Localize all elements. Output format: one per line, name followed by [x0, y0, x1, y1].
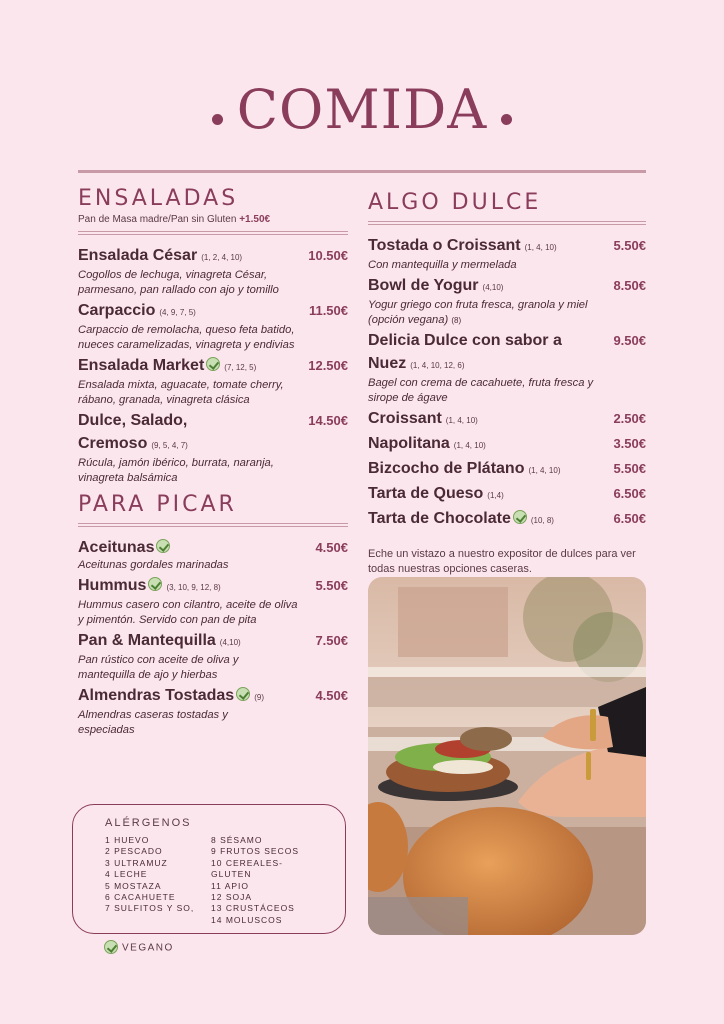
item-description: Rúcula, jamón ibérico, burrata, naranja, vinagreta balsámica: [78, 457, 274, 484]
item-allergens: (1, 4, 10): [528, 466, 561, 475]
item-price: 10.50€: [308, 248, 348, 263]
item-price: 12.50€: [308, 358, 348, 373]
item-allergens: (1, 4, 10, 12, 6): [410, 361, 465, 370]
vegan-icon: [513, 510, 527, 524]
section-title-para-picar: PARA PICAR: [78, 492, 237, 517]
vegan-icon: [206, 357, 220, 371]
item-allergens: (4,10): [219, 638, 241, 647]
section-divider: [368, 221, 646, 225]
allergen-box-title: ALÉRGENOS: [105, 817, 192, 829]
menu-item-aceitunas: [78, 537, 348, 573]
menu-item-ensalada-cesar: [78, 245, 348, 298]
item-name: Croissant: [368, 410, 442, 427]
menu-item-carpaccio: [78, 300, 348, 353]
ensaladas-subtitle: Pan de Masa madre/Pan sin Gluten +1.50€: [78, 214, 271, 225]
menu-item-tostada-croissant: [368, 235, 646, 273]
item-name: Tarta de Queso: [368, 485, 484, 502]
item-description: Ensalada mixta, aguacate, tomate cherry, rábano, granada, vinagreta clásica: [78, 379, 284, 406]
vegan-icon: [148, 577, 162, 591]
item-description: Con mantequilla y mermelada: [368, 259, 517, 271]
vegan-legend: [104, 941, 174, 955]
menu-item-napolitana: [368, 433, 646, 456]
allergen-entry: 12 SOJA: [211, 892, 253, 903]
title-divider: [78, 170, 646, 173]
item-allergens: (1,4): [487, 491, 504, 500]
menu-item-hummus: [78, 575, 348, 628]
item-price: 5.50€: [613, 461, 646, 476]
allergen-legend-box: [72, 804, 346, 934]
item-description: Cogollos de lechuga, vinagreta César, parmesano, pan rallado con ajo y tomillo: [78, 269, 279, 296]
menu-item-almendras: [78, 685, 348, 738]
item-price: 4.50€: [315, 540, 348, 555]
item-description: Bagel con crema de cacahuete, fruta fresca y sirope de ágave: [368, 377, 594, 404]
item-allergens: (1, 4, 10): [453, 441, 486, 450]
vegan-legend-label: VEGANO: [122, 942, 174, 954]
item-name-line1: Delicia Dulce con sabor a: [368, 332, 562, 349]
section-title-ensaladas: ENSALADAS: [78, 186, 239, 211]
item-name-line2: Cremoso: [78, 435, 148, 452]
allergen-column-2: [211, 835, 317, 926]
allergen-entry: 1 HUEVO: [105, 835, 150, 845]
menu-title: COMIDA: [236, 78, 488, 141]
item-description: Pan rústico con aceite de oliva y mantequilla de ajo y hierbas: [78, 654, 239, 681]
item-name: Ensalada César: [78, 247, 198, 264]
item-price: 2.50€: [613, 411, 646, 426]
title-dot-right: [501, 114, 512, 125]
menu-item-pan-mantequilla: [78, 630, 348, 683]
item-price: 6.50€: [613, 486, 646, 501]
item-allergens: (1, 4, 10): [445, 416, 478, 425]
item-allergens: (4, 9, 7, 5): [159, 308, 196, 317]
item-name: Tostada o Croissant: [368, 237, 521, 254]
allergen-entry: 5 MOSTAZA: [105, 880, 162, 891]
section-divider: [78, 231, 348, 235]
allergen-entry: 11 APIO: [211, 880, 250, 891]
allergen-entry: 8 SÉSAMO: [211, 835, 263, 845]
vegan-icon: [156, 539, 170, 553]
food-photo: [368, 577, 646, 935]
item-price: 8.50€: [613, 278, 646, 293]
item-price: 4.50€: [315, 688, 348, 703]
item-name: Bizcocho de Plátano: [368, 460, 525, 477]
menu-item-tarta-queso: [368, 483, 646, 506]
allergen-entry: 2 PESCADO: [105, 846, 163, 857]
allergen-entry: 9 FRUTOS SECOS: [211, 846, 299, 857]
item-name: Tarta de Chocolate: [368, 510, 511, 527]
title-dot-left: [212, 114, 223, 125]
allergen-entry: 4 LECHE: [105, 869, 148, 880]
item-allergens: (3, 10, 9, 12, 8): [166, 583, 221, 592]
item-allergens: (4,10): [482, 283, 504, 292]
item-price: 5.50€: [315, 578, 348, 593]
item-name: Almendras Tostadas: [78, 687, 235, 704]
section-title-algo-dulce: ALGO DULCE: [368, 190, 542, 215]
item-price: 14.50€: [308, 413, 348, 428]
item-price: 5.50€: [613, 238, 646, 253]
allergen-entry: 13 CRUSTÁCEOS: [211, 903, 295, 914]
allergen-column-1: [105, 835, 211, 926]
item-allergens: (7, 12, 5): [224, 363, 257, 372]
dulces-note: Eche un vistazo a nuestro expositor de dulces para ver todas nuestras opciones caseras.: [368, 548, 636, 575]
item-name: Pan & Mantequilla: [78, 632, 216, 649]
menu-item-dulce-salado-cremoso: [78, 410, 348, 486]
item-allergens: (10, 8): [530, 516, 554, 525]
item-allergens: (9): [254, 693, 264, 702]
item-price: 3.50€: [613, 436, 646, 451]
item-description: Yogur griego con fruta fresca, granola y miel (opción vegana) (8): [368, 299, 588, 326]
allergen-entry: 7 SULFITOS Y SO,: [105, 903, 195, 914]
menu-item-delicia-dulce: [368, 330, 646, 406]
item-allergens: (1, 4, 10): [524, 243, 557, 252]
item-name: Bowl de Yogur: [368, 277, 479, 294]
item-name: Carpaccio: [78, 302, 156, 319]
item-description: Carpaccio de remolacha, queso feta batido, nueces caramelizadas, vinagreta y endivias: [78, 324, 295, 351]
item-description: Hummus casero con cilantro, aceite de oliva y pimentón. Servido con pan de pita: [78, 599, 298, 626]
right-column: [368, 190, 646, 577]
item-name: Aceitunas: [78, 539, 155, 556]
item-name: Hummus: [78, 577, 147, 594]
allergen-entry: 10 CEREALES-GLUTEN: [211, 857, 283, 880]
menu-item-bizcocho-platano: [368, 458, 646, 481]
allergen-entry: 6 CACAHUETE: [105, 892, 176, 903]
menu-title-wrap: [0, 78, 724, 141]
item-price: 9.50€: [613, 333, 646, 348]
vegan-leaf-icon: [104, 940, 118, 954]
item-allergens: (9, 5, 4, 7): [151, 441, 188, 450]
allergen-entry: 3 ULTRAMUZ: [105, 857, 168, 868]
menu-item-bowl-yogur: [368, 275, 646, 328]
item-description: Almendras caseras tostadas y especiadas: [78, 709, 228, 736]
item-name: Napolitana: [368, 435, 450, 452]
menu-item-tarta-chocolate: [368, 508, 646, 531]
item-name-line2: Nuez: [368, 355, 407, 372]
item-price: 11.50€: [308, 303, 348, 318]
section-divider: [78, 523, 348, 527]
item-name-line1: Dulce, Salado,: [78, 412, 188, 429]
menu-item-ensalada-market: [78, 355, 348, 408]
item-price: 7.50€: [315, 633, 348, 648]
menu-item-croissant: [368, 408, 646, 431]
item-description: Aceitunas gordales marinadas: [78, 559, 229, 571]
item-price: 6.50€: [613, 511, 646, 526]
item-allergens: (1, 2, 4, 10): [201, 253, 243, 262]
vegan-icon: [236, 687, 250, 701]
left-column: [78, 186, 348, 740]
allergen-entry: 14 MOLUSCOS: [211, 914, 283, 925]
item-name: Ensalada Market: [78, 357, 205, 374]
